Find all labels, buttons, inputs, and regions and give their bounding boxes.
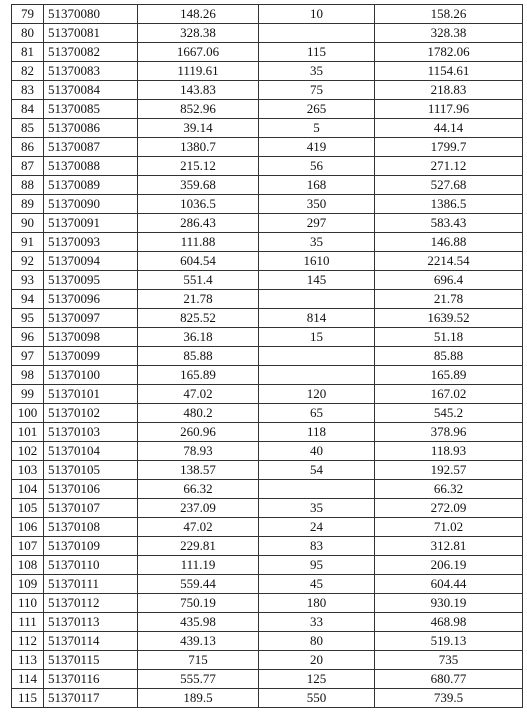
value-b-cell: 35	[259, 62, 375, 81]
row-index-cell: 85	[12, 119, 44, 138]
value-b-cell: 95	[259, 556, 375, 575]
total-cell: 146.88	[375, 233, 523, 252]
row-index-cell: 106	[12, 518, 44, 537]
table-row	[12, 499, 523, 518]
code-cell: 51370097	[44, 309, 138, 328]
table-row	[12, 119, 523, 138]
table-row	[12, 233, 523, 252]
table-row	[12, 480, 523, 499]
value-b-cell: 20	[259, 651, 375, 670]
row-index-cell: 96	[12, 328, 44, 347]
row-index-cell: 90	[12, 214, 44, 233]
value-a-cell: 480.2	[138, 404, 259, 423]
value-b-cell: 5	[259, 119, 375, 138]
value-a-cell: 825.52	[138, 309, 259, 328]
data-table	[11, 4, 523, 708]
total-cell: 66.32	[375, 480, 523, 499]
value-b-cell: 24	[259, 518, 375, 537]
code-cell: 51370089	[44, 176, 138, 195]
table-row	[12, 613, 523, 632]
row-index-cell: 104	[12, 480, 44, 499]
table-row	[12, 176, 523, 195]
value-a-cell: 852.96	[138, 100, 259, 119]
table-row	[12, 271, 523, 290]
table-row	[12, 62, 523, 81]
total-cell: 118.93	[375, 442, 523, 461]
code-cell: 51370113	[44, 613, 138, 632]
table-row	[12, 518, 523, 537]
value-a-cell: 215.12	[138, 157, 259, 176]
value-a-cell: 237.09	[138, 499, 259, 518]
code-cell: 51370104	[44, 442, 138, 461]
total-cell: 165.89	[375, 366, 523, 385]
total-cell: 545.2	[375, 404, 523, 423]
table-row	[12, 404, 523, 423]
row-index-cell: 99	[12, 385, 44, 404]
total-cell: 312.81	[375, 537, 523, 556]
table-row	[12, 195, 523, 214]
table-row	[12, 442, 523, 461]
code-cell: 51370091	[44, 214, 138, 233]
value-a-cell: 715	[138, 651, 259, 670]
value-a-cell: 604.54	[138, 252, 259, 271]
table-row	[12, 537, 523, 556]
table-row	[12, 689, 523, 708]
row-index-cell: 89	[12, 195, 44, 214]
code-cell: 51370081	[44, 24, 138, 43]
table-row	[12, 157, 523, 176]
code-cell: 51370105	[44, 461, 138, 480]
row-index-cell: 94	[12, 290, 44, 309]
code-cell: 51370082	[44, 43, 138, 62]
value-a-cell: 1119.61	[138, 62, 259, 81]
code-cell: 51370116	[44, 670, 138, 689]
row-index-cell: 105	[12, 499, 44, 518]
total-cell: 583.43	[375, 214, 523, 233]
value-b-cell: 118	[259, 423, 375, 442]
value-a-cell: 1380.7	[138, 138, 259, 157]
value-b-cell: 1610	[259, 252, 375, 271]
row-index-cell: 114	[12, 670, 44, 689]
code-cell: 51370103	[44, 423, 138, 442]
table-row	[12, 138, 523, 157]
total-cell: 192.57	[375, 461, 523, 480]
row-index-cell: 101	[12, 423, 44, 442]
value-a-cell: 260.96	[138, 423, 259, 442]
table-row	[12, 43, 523, 62]
value-a-cell: 47.02	[138, 518, 259, 537]
value-b-cell: 45	[259, 575, 375, 594]
value-a-cell: 435.98	[138, 613, 259, 632]
total-cell: 206.19	[375, 556, 523, 575]
value-a-cell: 143.83	[138, 81, 259, 100]
value-b-cell: 65	[259, 404, 375, 423]
row-index-cell: 93	[12, 271, 44, 290]
total-cell: 2214.54	[375, 252, 523, 271]
table-body	[12, 5, 523, 708]
total-cell: 930.19	[375, 594, 523, 613]
total-cell: 1799.7	[375, 138, 523, 157]
value-a-cell: 328.38	[138, 24, 259, 43]
row-index-cell: 88	[12, 176, 44, 195]
total-cell: 1154.61	[375, 62, 523, 81]
total-cell: 51.18	[375, 328, 523, 347]
row-index-cell: 86	[12, 138, 44, 157]
row-index-cell: 80	[12, 24, 44, 43]
total-cell: 71.02	[375, 518, 523, 537]
row-index-cell: 100	[12, 404, 44, 423]
row-index-cell: 81	[12, 43, 44, 62]
table-row	[12, 575, 523, 594]
table-row	[12, 81, 523, 100]
row-index-cell: 79	[12, 5, 44, 24]
total-cell: 44.14	[375, 119, 523, 138]
total-cell: 739.5	[375, 689, 523, 708]
value-b-cell	[259, 347, 375, 366]
value-a-cell: 439.13	[138, 632, 259, 651]
table-row	[12, 328, 523, 347]
row-index-cell: 83	[12, 81, 44, 100]
code-cell: 51370110	[44, 556, 138, 575]
table-row	[12, 214, 523, 233]
code-cell: 51370084	[44, 81, 138, 100]
code-cell: 51370101	[44, 385, 138, 404]
total-cell: 158.26	[375, 5, 523, 24]
value-a-cell: 138.57	[138, 461, 259, 480]
total-cell: 85.88	[375, 347, 523, 366]
row-index-cell: 109	[12, 575, 44, 594]
value-b-cell: 180	[259, 594, 375, 613]
code-cell: 51370080	[44, 5, 138, 24]
code-cell: 51370115	[44, 651, 138, 670]
value-a-cell: 39.14	[138, 119, 259, 138]
value-b-cell: 10	[259, 5, 375, 24]
value-b-cell: 168	[259, 176, 375, 195]
code-cell: 51370106	[44, 480, 138, 499]
value-a-cell: 47.02	[138, 385, 259, 404]
table-row	[12, 100, 523, 119]
table-row	[12, 632, 523, 651]
value-a-cell: 148.26	[138, 5, 259, 24]
value-a-cell: 750.19	[138, 594, 259, 613]
code-cell: 51370094	[44, 252, 138, 271]
code-cell: 51370090	[44, 195, 138, 214]
value-b-cell: 125	[259, 670, 375, 689]
value-a-cell: 78.93	[138, 442, 259, 461]
table-row	[12, 24, 523, 43]
value-b-cell: 419	[259, 138, 375, 157]
value-b-cell: 297	[259, 214, 375, 233]
row-index-cell: 110	[12, 594, 44, 613]
row-index-cell: 103	[12, 461, 44, 480]
code-cell: 51370095	[44, 271, 138, 290]
table-row	[12, 670, 523, 689]
value-a-cell: 36.18	[138, 328, 259, 347]
code-cell: 51370112	[44, 594, 138, 613]
code-cell: 51370083	[44, 62, 138, 81]
code-cell: 51370114	[44, 632, 138, 651]
total-cell: 272.09	[375, 499, 523, 518]
total-cell: 1117.96	[375, 100, 523, 119]
total-cell: 680.77	[375, 670, 523, 689]
table-row	[12, 290, 523, 309]
value-a-cell: 286.43	[138, 214, 259, 233]
code-cell: 51370088	[44, 157, 138, 176]
value-b-cell	[259, 366, 375, 385]
value-a-cell: 551.4	[138, 271, 259, 290]
value-b-cell: 814	[259, 309, 375, 328]
value-a-cell: 111.88	[138, 233, 259, 252]
value-b-cell: 120	[259, 385, 375, 404]
code-cell: 51370111	[44, 575, 138, 594]
total-cell: 1639.52	[375, 309, 523, 328]
total-cell: 604.44	[375, 575, 523, 594]
value-a-cell: 559.44	[138, 575, 259, 594]
value-b-cell: 56	[259, 157, 375, 176]
code-cell: 51370086	[44, 119, 138, 138]
code-cell: 51370087	[44, 138, 138, 157]
value-b-cell: 75	[259, 81, 375, 100]
total-cell: 21.78	[375, 290, 523, 309]
row-index-cell: 87	[12, 157, 44, 176]
value-b-cell	[259, 24, 375, 43]
value-b-cell: 35	[259, 499, 375, 518]
row-index-cell: 84	[12, 100, 44, 119]
value-b-cell: 115	[259, 43, 375, 62]
total-cell: 1386.5	[375, 195, 523, 214]
total-cell: 519.13	[375, 632, 523, 651]
code-cell: 51370100	[44, 366, 138, 385]
row-index-cell: 98	[12, 366, 44, 385]
value-a-cell: 359.68	[138, 176, 259, 195]
total-cell: 271.12	[375, 157, 523, 176]
value-b-cell: 350	[259, 195, 375, 214]
total-cell: 468.98	[375, 613, 523, 632]
total-cell: 328.38	[375, 24, 523, 43]
row-index-cell: 97	[12, 347, 44, 366]
row-index-cell: 108	[12, 556, 44, 575]
table-row	[12, 556, 523, 575]
code-cell: 51370107	[44, 499, 138, 518]
value-b-cell: 40	[259, 442, 375, 461]
row-index-cell: 102	[12, 442, 44, 461]
value-a-cell: 66.32	[138, 480, 259, 499]
value-a-cell: 1036.5	[138, 195, 259, 214]
code-cell: 51370117	[44, 689, 138, 708]
row-index-cell: 95	[12, 309, 44, 328]
value-b-cell: 33	[259, 613, 375, 632]
row-index-cell: 115	[12, 689, 44, 708]
code-cell: 51370108	[44, 518, 138, 537]
row-index-cell: 107	[12, 537, 44, 556]
value-b-cell	[259, 480, 375, 499]
row-index-cell: 92	[12, 252, 44, 271]
value-b-cell: 550	[259, 689, 375, 708]
value-a-cell: 21.78	[138, 290, 259, 309]
table-row	[12, 461, 523, 480]
table-row	[12, 309, 523, 328]
total-cell: 218.83	[375, 81, 523, 100]
code-cell: 51370093	[44, 233, 138, 252]
table-row	[12, 366, 523, 385]
value-b-cell: 145	[259, 271, 375, 290]
value-b-cell: 54	[259, 461, 375, 480]
row-index-cell: 113	[12, 651, 44, 670]
code-cell: 51370098	[44, 328, 138, 347]
total-cell: 527.68	[375, 176, 523, 195]
value-a-cell: 85.88	[138, 347, 259, 366]
table-row	[12, 252, 523, 271]
value-a-cell: 229.81	[138, 537, 259, 556]
row-index-cell: 112	[12, 632, 44, 651]
total-cell: 735	[375, 651, 523, 670]
table-row	[12, 347, 523, 366]
code-cell: 51370102	[44, 404, 138, 423]
value-a-cell: 165.89	[138, 366, 259, 385]
total-cell: 1782.06	[375, 43, 523, 62]
value-a-cell: 111.19	[138, 556, 259, 575]
row-index-cell: 82	[12, 62, 44, 81]
code-cell: 51370096	[44, 290, 138, 309]
value-a-cell: 555.77	[138, 670, 259, 689]
value-b-cell: 15	[259, 328, 375, 347]
total-cell: 167.02	[375, 385, 523, 404]
total-cell: 696.4	[375, 271, 523, 290]
row-index-cell: 91	[12, 233, 44, 252]
table-row	[12, 651, 523, 670]
value-b-cell	[259, 290, 375, 309]
code-cell: 51370099	[44, 347, 138, 366]
table-row	[12, 423, 523, 442]
table-row	[12, 594, 523, 613]
value-b-cell: 83	[259, 537, 375, 556]
code-cell: 51370109	[44, 537, 138, 556]
row-index-cell: 111	[12, 613, 44, 632]
total-cell: 378.96	[375, 423, 523, 442]
value-b-cell: 265	[259, 100, 375, 119]
value-b-cell: 80	[259, 632, 375, 651]
value-a-cell: 189.5	[138, 689, 259, 708]
table-row	[12, 5, 523, 24]
code-cell: 51370085	[44, 100, 138, 119]
value-a-cell: 1667.06	[138, 43, 259, 62]
table-row	[12, 385, 523, 404]
value-b-cell: 35	[259, 233, 375, 252]
